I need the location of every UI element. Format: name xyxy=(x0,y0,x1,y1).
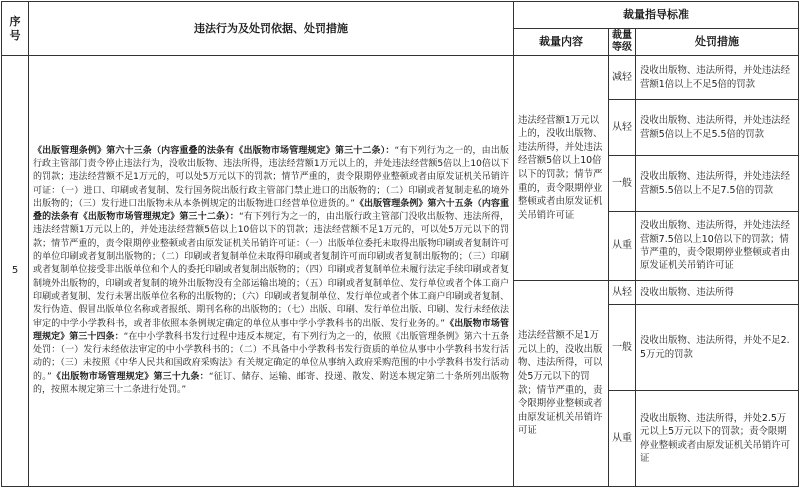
level-cell: 从轻 xyxy=(609,100,636,156)
measure-cell: 没收出版物、违法所得，并处违法经营额7.5倍以上10倍以下的罚款；情节严重的，责令限期停业整顿或者由原发证机关吊销许可证 xyxy=(636,212,799,281)
header-level: 裁量等级 xyxy=(609,29,636,56)
basis-law-ref-4: 《出版物市场管理规定》第三十九条： xyxy=(51,371,209,382)
measure-cell: 没收出版物、违法所得 xyxy=(636,281,799,305)
penalty-standard-table xyxy=(1,1,799,487)
header-standard: 裁量指导标准 xyxy=(514,2,799,29)
header-seq: 序号 xyxy=(2,2,29,56)
basis-law-ref-3: 《出版物市场管理规定》第三十四条： xyxy=(33,318,509,342)
measure-cell: 没收出版物、违法所得，并处不足2.5万元的罚款 xyxy=(636,305,799,391)
level-cell: 减轻 xyxy=(609,56,636,100)
violation-basis-text xyxy=(29,56,514,487)
level-cell: 一般 xyxy=(609,305,636,391)
basis-text-3: “在中小学教科书发行过程中违反本规定，有下列行为之一的，依照《出版管理条例》第六十五条处罚：（一）发行未经依法审定的中小学教科书的；（二）不具备中小学教科书发行资质的单位从事中小学教科书发行活动的；（三）未按照《中华人民共和国政府采购法》有关规定确定的单位从事纳入政府采购范围的中小学教科书发行活动的。” xyxy=(33,331,509,382)
level-cell: 一般 xyxy=(609,156,636,212)
basis-text-1: “有下列行为之一的，由出版行政主管部门责令停止违法行为，没收出版物、违法所得，违法经营额1万元以上的，并处违法经营额5倍以上10倍以下的罚款；违法经营额不足1万元的，可以处5万元以下的罚款；情节严重的，责令限期停业整顿或者由原发证机关吊销许可证：（一）进口、印刷或者复制、发行国务院出版行政主管部门禁止进口的出版物的；（二）印刷或者复制走私的境外出版物的；（三）发行进口出版物未从本条例规定的出版物进口经营单位进货的。” xyxy=(33,145,509,209)
measure-cell: 没收出版物、违法所得，并处违法经营额5倍以上不足5.5倍的罚款 xyxy=(636,100,799,156)
measure-cell: 没收出版物、违法所得，并处违法经营额5.5倍以上不足7.5倍的罚款 xyxy=(636,156,799,212)
row-seq: 5 xyxy=(2,56,29,487)
measure-cell: 没收出版物、违法所得，并处违法经营额1倍以上不足5倍的罚款 xyxy=(636,56,799,100)
measure-cell: 没收出版物、违法所得，并处2.5万元以上5万元以下的罚款；责令限期停业整顿或者由原发证机关吊销许可证 xyxy=(636,391,799,487)
header-content: 裁量内容 xyxy=(514,29,609,56)
level-cell: 从轻 xyxy=(609,281,636,305)
header-violation: 违法行为及处罚依据、处罚措施 xyxy=(29,2,514,56)
basis-text-2: “有下列行为之一的，由出版行政主管部门没收出版物、违法所得，违法经营额1万元以上的，并处违法经营额5倍以上10倍以下的罚款；违法经营额不足1万元的，可以处5万元以下的罚款；情节严重的，责令限期停业整顿或者由原发证机关吊销许可证：（一）出版单位委托未取得出版物印刷或者复制许可的单位印刷或者复制出版物的；（二）印刷或者复制单位未取得印刷或者复制许可而印刷或者复制出版物的；（三）印刷或者复制单位接受非出版单位和个人的委托印刷或者复制出版物的；（四）印刷或者复制单位未履行法定手续印刷或者复制境外出版物的，印刷或者复制的境外出版物没有全部运输出境的；（五）印刷或者复制单位、发行单位或者个体工商户印刷或者复制、发行未署出版单位名称的出版物的；（六）印刷或者复制单位、发行单位或者个体工商户印刷或者复制、发行伪造、假冒出版单位名称或者报纸、期刊名称的出版物的；（七）出版、印刷、发行单位出版、印刷、发行未经依法审定的中学小学教科书，或者非依照本条例规定确定的单位从事中学小学教科书的出版、发行业务的。” xyxy=(33,212,509,329)
basis-law-ref-1: 《出版管理条例》第六十三条（内容重叠的法条有《出版物市场管理规定》第三十二条）： xyxy=(33,145,395,156)
content-group-1: 违法经营额1万元以上的，没收出版物、违法所得，并处违法经营额5倍以上10倍以下的罚款；情节严重的，责令限期停业整顿或者由原发证机关吊销许可证 xyxy=(514,56,609,281)
header-measures: 处罚措施 xyxy=(636,29,799,56)
level-cell: 从重 xyxy=(609,391,636,487)
content-group-2: 违法经营额不足1万元以上的，没收出版物、违法所得，可以处5万元以下的罚款；情节严重的，责令限期停业整顿或者由原发证机关吊销许可证 xyxy=(514,281,609,487)
basis-text-4: “征订、储存、运输、邮寄、投递、散发、附送本规定第二十条所列出版物的，按照本规定第三十二条进行处罚。” xyxy=(33,371,509,396)
basis-law-ref-2: 《出版管理条例》第六十五条（内容重叠的法条有《出版物市场管理规定》第三十二条）： xyxy=(33,198,509,223)
level-cell: 从重 xyxy=(609,212,636,281)
